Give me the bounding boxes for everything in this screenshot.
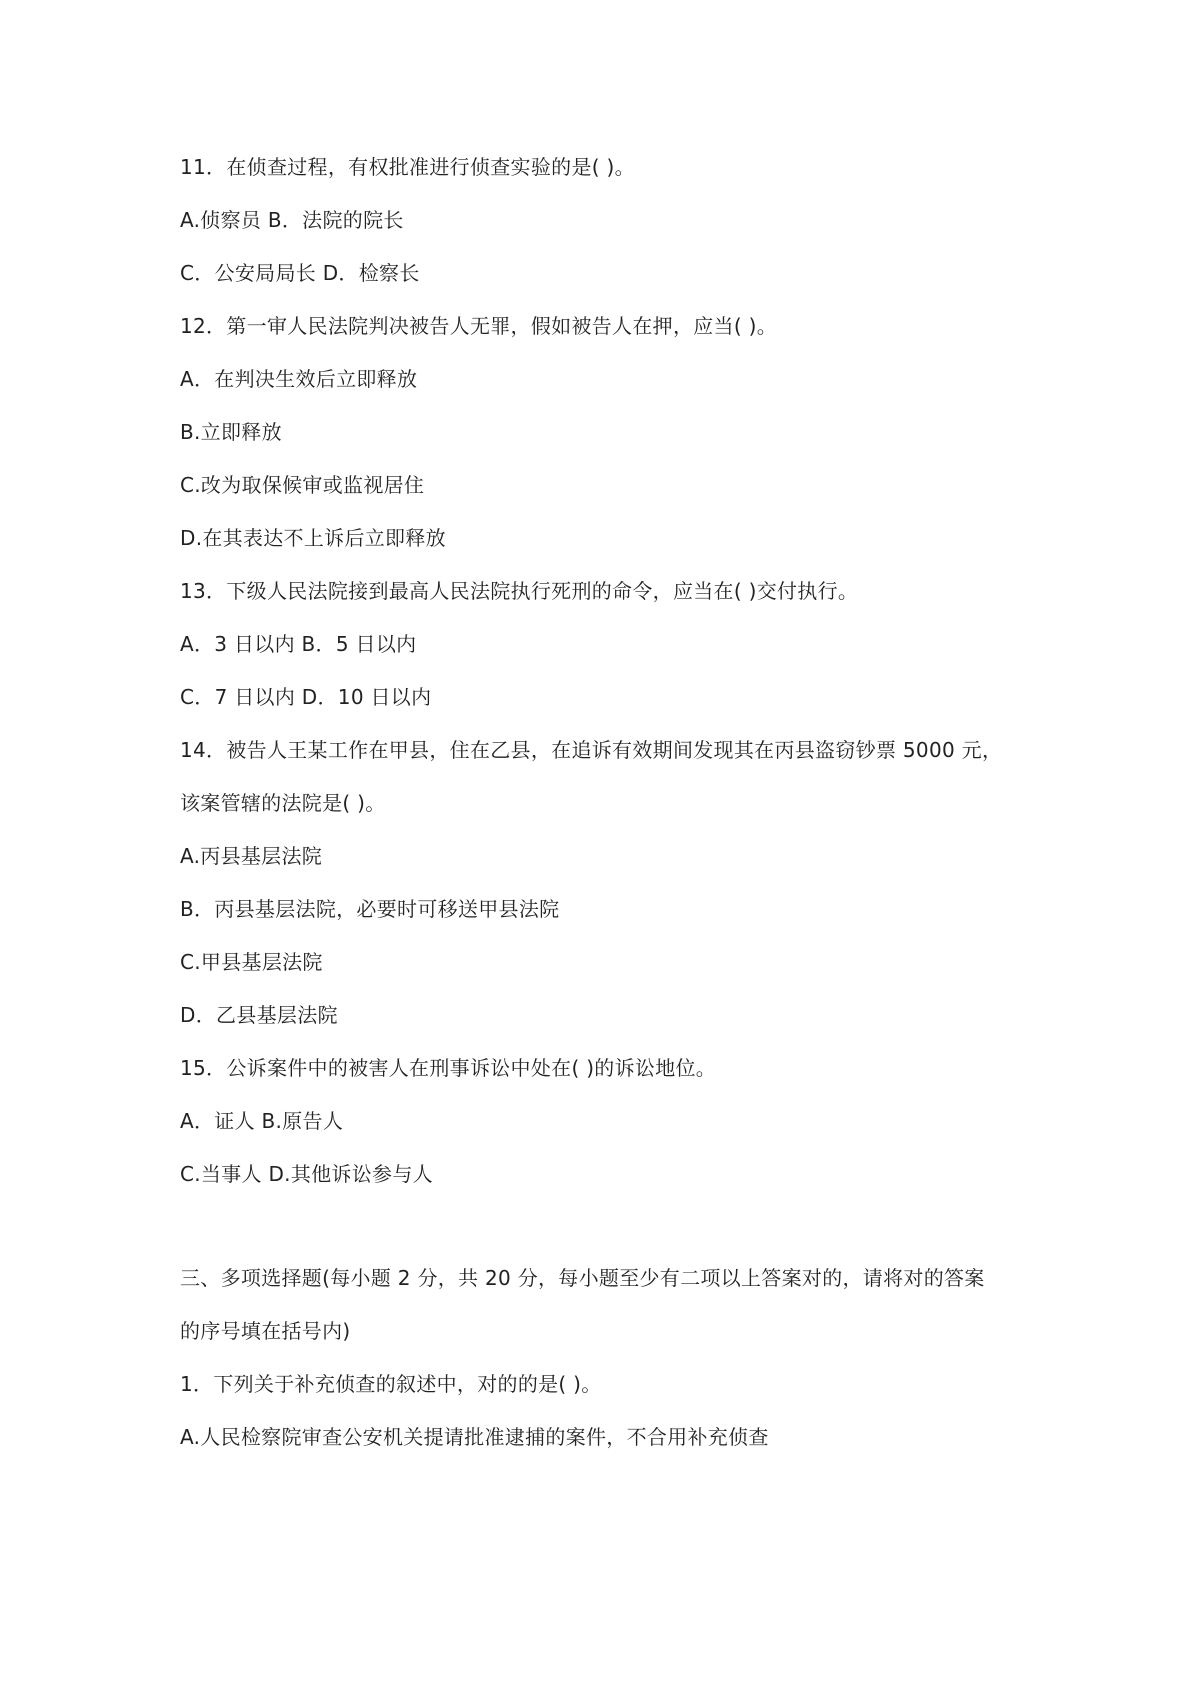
question-13-options-ab: A．3 日以内 B．5 日以内 [180,632,417,656]
question-15-options-ab: A．证人 B.原告人 [180,1109,344,1133]
section-three-heading-line-2: 的序号填在括号内) [180,1319,351,1343]
question-13-options-cd: C．7 日以内 D．10 日以内 [180,685,432,709]
section-three-heading-line-1: 三、多项选择题(每小题 2 分，共 20 分，每小题至少有二项以上答案对的，请将对的答案 [180,1266,985,1290]
question-13-stem: 13．下级人民法院接到最高人民法院执行死刑的命令，应当在( )交付执行。 [180,579,859,603]
multi-question-1-option-a: A.人民检察院审查公安机关提请批准逮捕的案件，不合用补充侦查 [180,1425,769,1449]
question-12-option-b: B.立即释放 [180,420,282,444]
question-14-stem-line-1: 14．被告人王某工作在甲县，住在乙县，在追诉有效期间发现其在丙县盗窃钞票 5000 元， [180,738,1003,762]
question-11-options-cd: C．公安局局长 D．检察长 [180,261,420,285]
question-14-option-b: B．丙县基层法院，必要时可移送甲县法院 [180,897,560,921]
question-12-option-c: C.改为取保候审或监视居住 [180,473,425,497]
question-12-option-d: D.在其表达不上诉后立即释放 [180,526,446,550]
question-14-option-d: D．乙县基层法院 [180,1003,338,1027]
question-14-option-a: A.丙县基层法院 [180,844,323,868]
question-11-options-ab: A.侦察员 B．法院的院长 [180,208,404,232]
question-12-stem: 12．第一审人民法院判决被告人无罪，假如被告人在押，应当( )。 [180,314,778,338]
question-11-stem: 11．在侦查过程，有权批准进行侦查实验的是( )。 [180,155,635,179]
question-12-option-a: A．在判决生效后立即释放 [180,367,418,391]
question-14-stem-line-2: 该案管辖的法院是( )。 [180,791,386,815]
question-14-option-c: C.甲县基层法院 [180,950,323,974]
multi-question-1-stem: 1．下列关于补充侦查的叙述中，对的的是( )。 [180,1372,602,1396]
question-15-stem: 15．公诉案件中的被害人在刑事诉讼中处在( )的诉讼地位。 [180,1056,717,1080]
question-15-options-cd: C.当事人 D.其他诉讼参与人 [180,1162,433,1186]
